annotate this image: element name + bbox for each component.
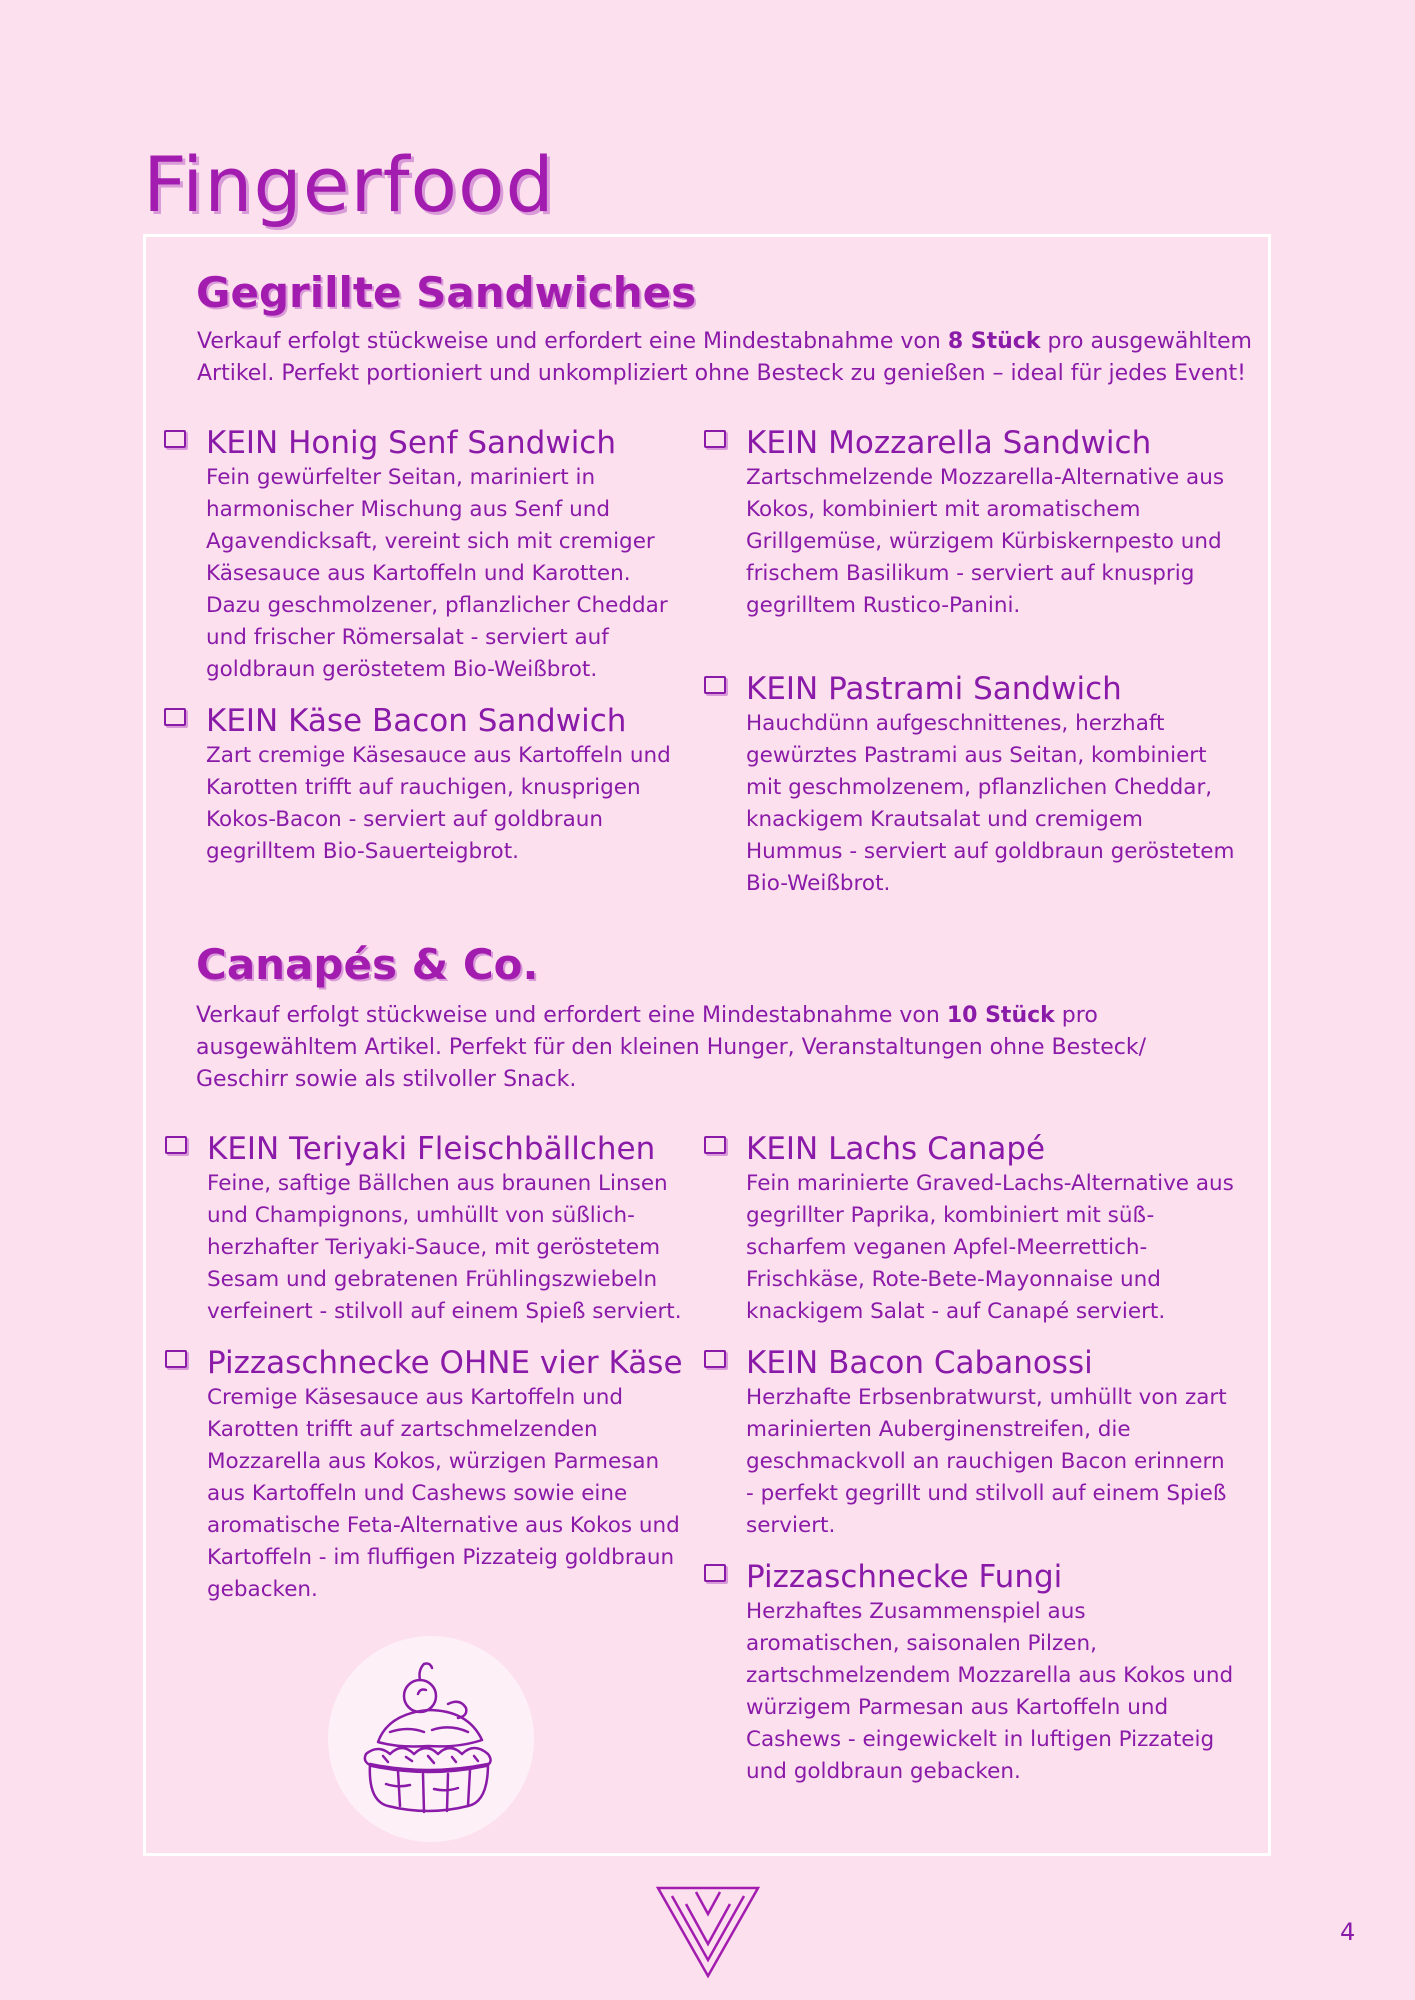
item-name: Pizzaschnecke OHNE vier Käse [207, 1345, 683, 1381]
item-name: Pizzaschnecke Fungi [746, 1559, 1063, 1595]
menu-item [746, 670, 1236, 900]
checkbox-icon[interactable] [164, 708, 186, 726]
menu-item [746, 1130, 1236, 1328]
section-intro-canapes [196, 1000, 1156, 1096]
page-title: Fingerfood [143, 140, 555, 229]
item-name: KEIN Mozzarella Sandwich [746, 425, 1152, 461]
intro-text: pro ausgewähltem Artikel. Perfekt für den kleinen Hunger, Veranstaltungen ohne Besteck/ Geschirr sowie als stilvoller Snack. [196, 1003, 1147, 1092]
menu-item [207, 1344, 699, 1606]
minimum-quantity: 10 Stück [946, 1003, 1055, 1028]
menu-item [206, 424, 692, 686]
item-name: KEIN Käse Bacon Sandwich [206, 703, 627, 739]
section-title-canapes: Canapés & Co. [196, 940, 539, 989]
section-intro-sandwiches [197, 326, 1257, 390]
pastry-illustration-icon [328, 1636, 534, 1842]
checkbox-icon[interactable] [704, 1350, 726, 1368]
item-description: Feine, saftige Bällchen aus braunen Linsen und Champignons, umhüllt von süßlich-herzhafter Teriyaki-Sauce, mit geröstetem Sesam und gebratenen Frühlingszwiebeln verfeinert - stilvoll auf einem Spieß serviert. [207, 1171, 682, 1324]
checkbox-icon[interactable] [164, 430, 186, 448]
item-description: Zartschmelzende Mozzarella-Alternative aus Kokos, kombiniert mit aromatischem Grillgemüse, würzigem Kürbiskernpesto und frischem Basilikum - serviert auf knusprig gegrilltem Rustico-Panini. [746, 465, 1225, 618]
section-title-sandwiches: Gegrillte Sandwiches [196, 268, 697, 317]
item-name: KEIN Honig Senf Sandwich [206, 425, 616, 461]
item-name: KEIN Lachs Canapé [746, 1131, 1046, 1167]
menu-item [746, 1558, 1236, 1788]
checkbox-icon[interactable] [704, 1564, 726, 1582]
item-description: Cremige Käsesauce aus Kartoffeln und Karotten trifft auf zartschmelzenden Mozzarella aus Kokos, würzigen Parmesan aus Kartoffeln und Cashews sowie eine aromatische Feta-Alternative aus Kokos und Kartoffeln - im fluffigen Pizzateig goldbraun gebacken. [207, 1385, 680, 1602]
item-name: KEIN Bacon Cabanossi [746, 1345, 1093, 1381]
item-name: KEIN Teriyaki Fleischbällchen [207, 1131, 656, 1167]
menu-item [746, 424, 1236, 622]
item-description: Hauchdünn aufgeschnittenes, herzhaft gewürztes Pastrami aus Seitan, kombiniert mit geschmolzenem, pflanzlichen Cheddar, knackigem Krautsalat und cremigem Hummus - serviert auf goldbraun geröstetem Bio-Weißbrot. [746, 711, 1235, 896]
checkbox-icon[interactable] [704, 1136, 726, 1154]
item-description: Herzhaftes Zusammenspiel aus aromatischen, saisonalen Pilzen, zartschmelzendem Mozzarella aus Kokos und würzigem Parmesan aus Kartoffeln und Cashews - eingewickelt in luftigen Pizzateig und goldbraun gebacken. [746, 1599, 1234, 1784]
page-number: 4 [1340, 1918, 1356, 1946]
item-description: Herzhafte Erbsenbratwurst, umhüllt von zart marinierten Auberginenstreifen, die geschmackvoll an rauchigen Bacon erinnern - perfekt gegrillt und stilvoll auf einem Spieß serviert. [746, 1385, 1227, 1538]
item-description: Zart cremige Käsesauce aus Kartoffeln und Karotten trifft auf rauchigen, knusprigen Kokos-Bacon - serviert auf goldbraun gegrilltem Bio-Sauerteigbrot. [206, 743, 671, 864]
menu-item [206, 702, 692, 868]
item-name: KEIN Pastrami Sandwich [746, 671, 1122, 707]
menu-item [746, 1344, 1236, 1542]
checkbox-icon[interactable] [165, 1136, 187, 1154]
menu-item [207, 1130, 699, 1328]
checkbox-icon[interactable] [704, 430, 726, 448]
item-description: Fein marinierte Graved-Lachs-Alternative aus gegrillter Paprika, kombiniert mit süß-scharfem veganen Apfel-Meerrettich-Frischkäse, Rote-Bete-Mayonnaise und knackigem Salat - auf Canapé serviert. [746, 1171, 1234, 1324]
v-logo-icon [656, 1884, 760, 1984]
minimum-quantity: 8 Stück [947, 329, 1041, 354]
intro-text: pro ausgewähltem Artikel. Perfekt portioniert und unkompliziert ohne Besteck zu genießen – ideal für jedes Event! [197, 329, 1252, 386]
intro-text: Verkauf erfolgt stückweise und erfordert eine Mindestabnahme von [196, 1003, 947, 1028]
intro-text: Verkauf erfolgt stückweise und erfordert eine Mindestabnahme von [197, 329, 948, 354]
checkbox-icon[interactable] [704, 676, 726, 694]
item-description: Fein gewürfelter Seitan, mariniert in harmonischer Mischung aus Senf und Agavendicksaft, vereint sich mit cremiger Käsesauce aus Kartoffeln und Karotten. Dazu geschmolzener, pflanzlicher Cheddar und frischer Römersalat - serviert auf goldbraun geröstetem Bio-Weißbrot. [206, 465, 668, 682]
checkbox-icon[interactable] [165, 1350, 187, 1368]
